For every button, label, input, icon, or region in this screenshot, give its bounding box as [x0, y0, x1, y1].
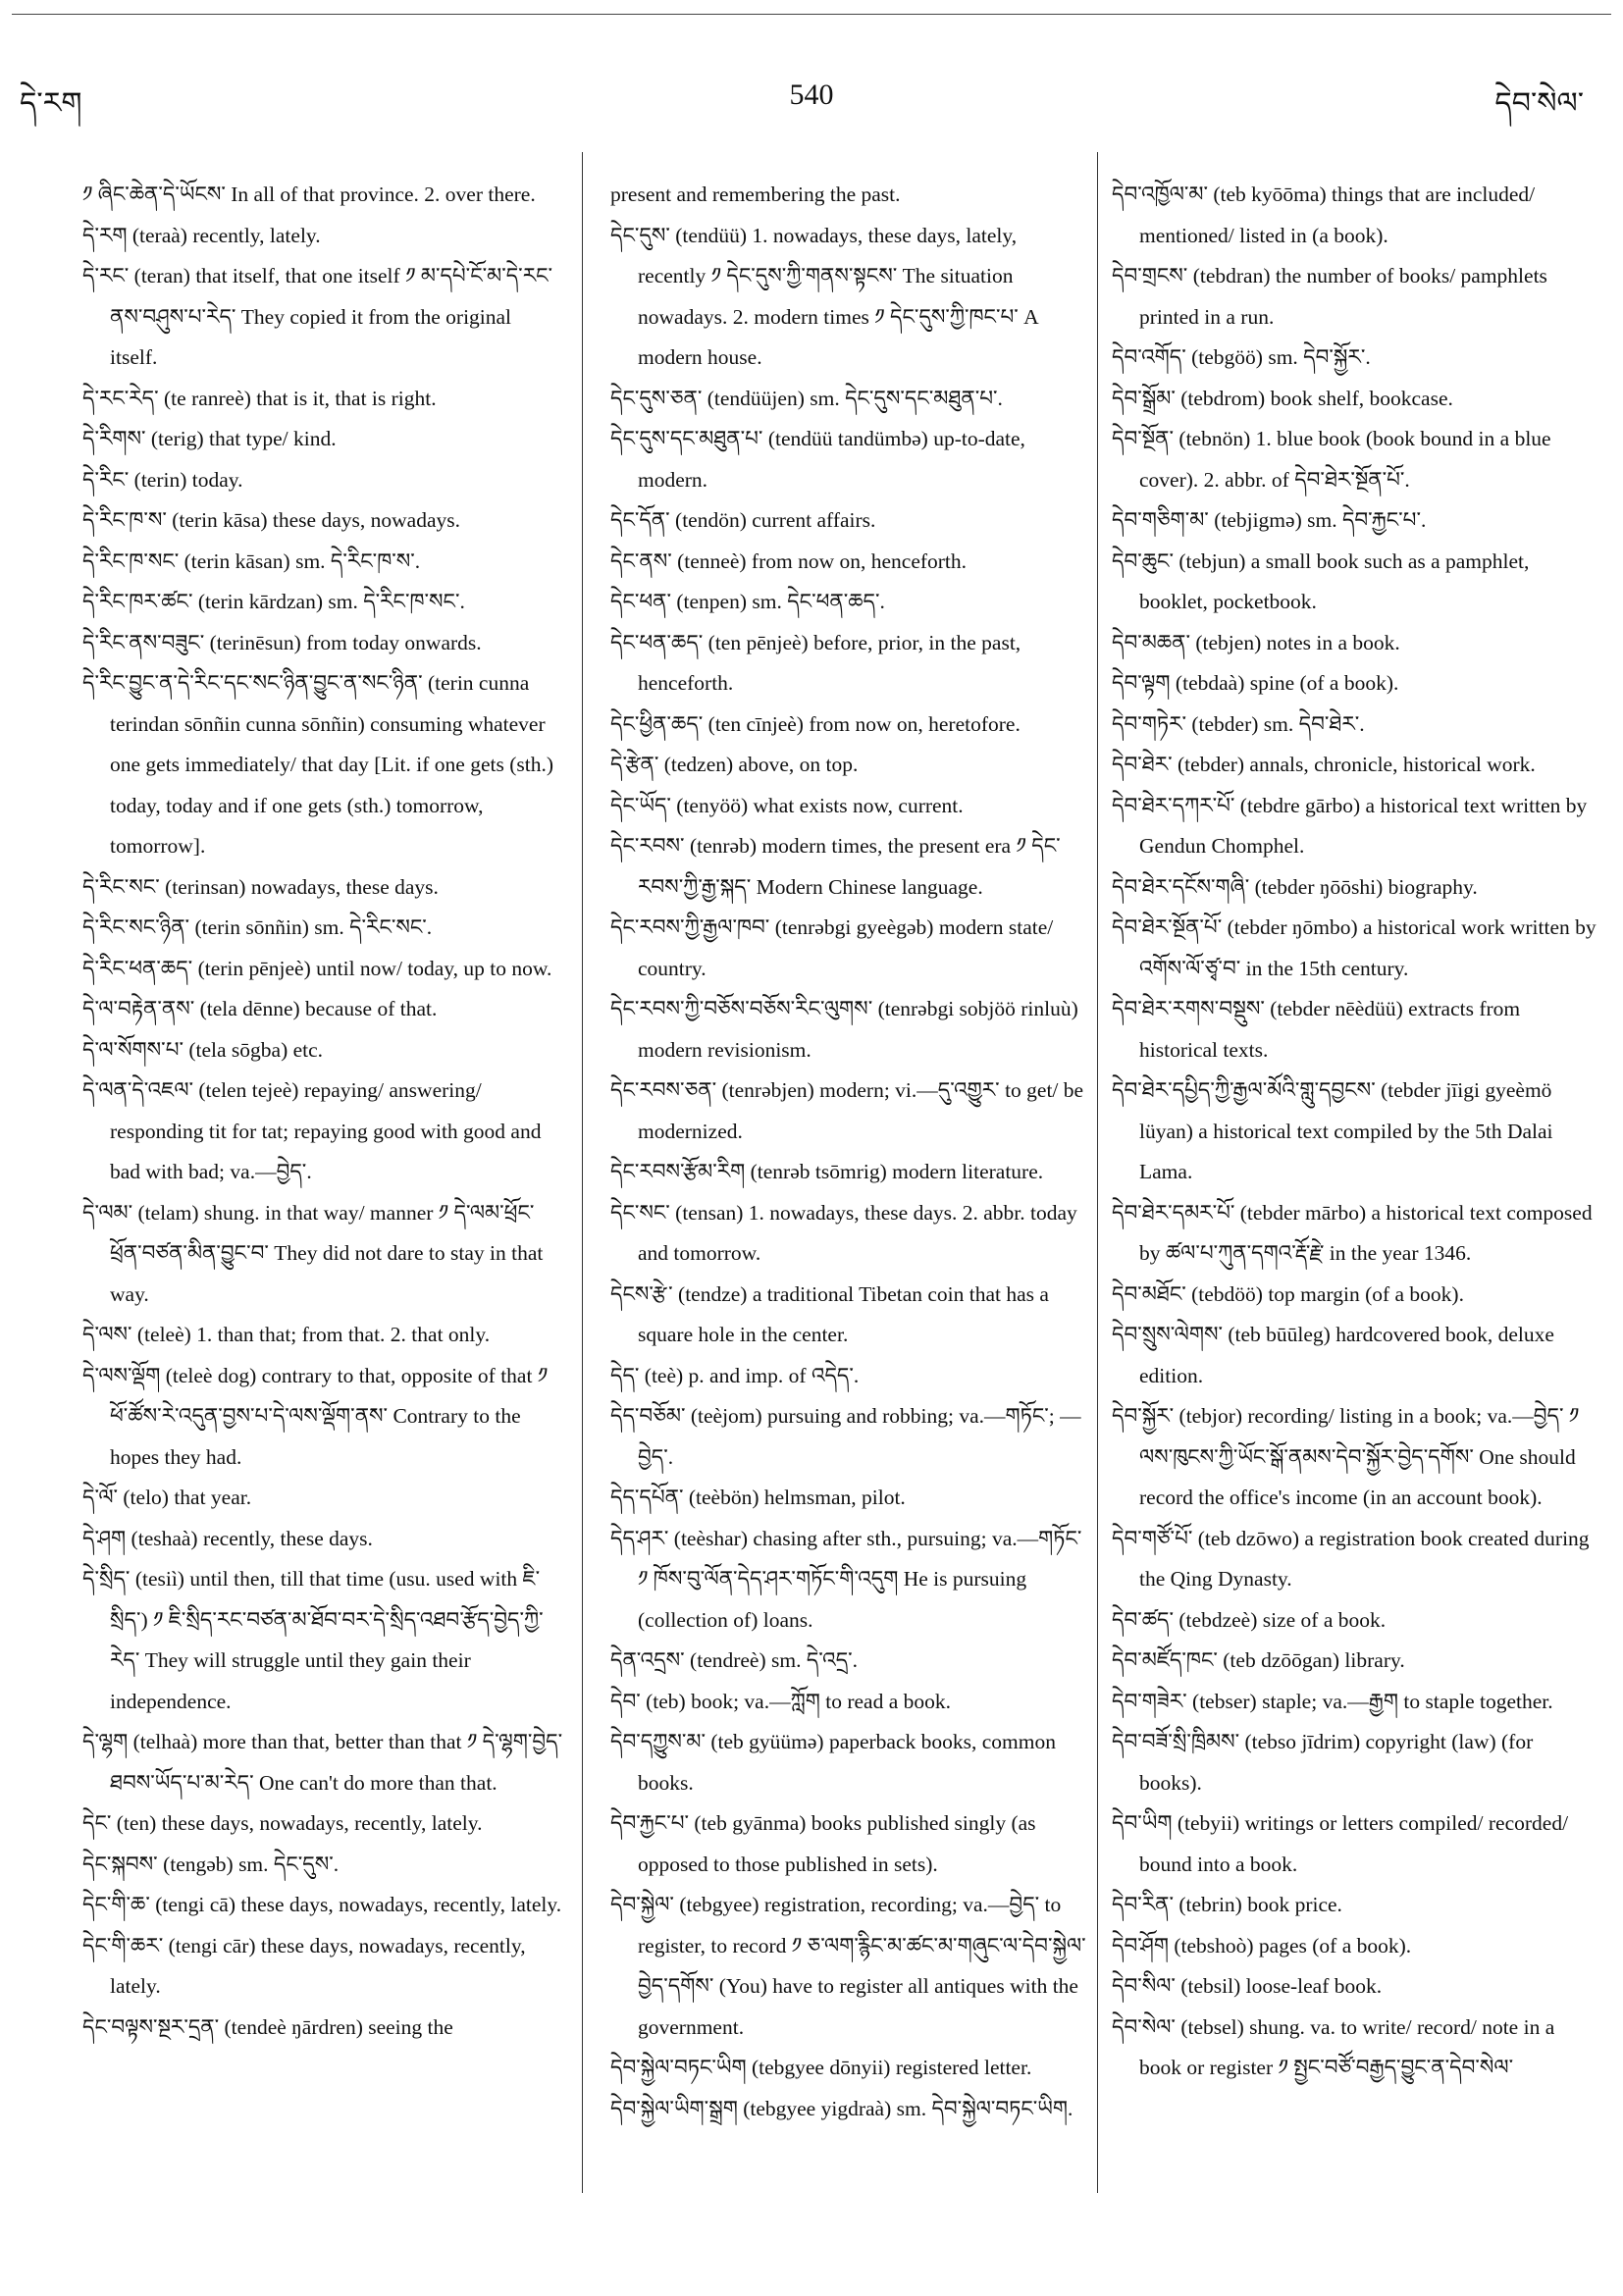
dictionary-entry: དེ་རིང་ (terin) today. [82, 467, 243, 492]
dictionary-entry: དེབ་སྐྱོར་ (tebjor) recording/ listing in a book; va.—བྱེད་ ༡ ལས་ཁུངས་ཀྱི་ཡོང་སྒོ་ནམས་དེབ་སྐྱོར་བྱེད་དགོས་ One should record the office's income (in an account book). [1112, 1404, 1580, 1509]
dictionary-entry: དེབ་མཆན་ (tebjen) notes in a book. [1112, 630, 1400, 654]
dictionary-entry: དེ་རིང་སང་ཉིན་ (terin sōnñin) sm. དེ་རིང་སང་. [82, 915, 433, 939]
dictionary-entry: དེབ་མཛོད་ཁང་ (teb dzōōgan) library. [1112, 1648, 1405, 1672]
dictionary-entry: དེ་རང་ (teran) that itself, that one itself ༡ མ་དཔེ་ངོ་མ་དེ་རང་ནས་བཤུས་པ་རེད་ They copied it from the original itself. [82, 264, 553, 369]
dictionary-entry: དེང་དུས་ཅན་ (tendüüjen) sm. དེང་དུས་དང་མཐུན་པ་. [610, 386, 1003, 410]
dictionary-entry: དེབ་ཆུང་ (tebjun) a small book such as a pamphlet, booklet, pocketbook. [1112, 548, 1530, 613]
dictionary-entry: དེང་ཕན་ཆད་ (ten pēnjeè) before, prior, in the past, henceforth. [610, 630, 1021, 695]
dictionary-entry: དེང་ནས་ (tenneè) from now on, henceforth. [610, 548, 968, 573]
dictionary-entry: དེབ་ཐེར་དཀར་པོ་ (tebdre gārbo) a historical text written by Gendun Chomphel. [1112, 793, 1588, 858]
dictionary-entry: དེབ་ཐེར་སྔོན་པོ་ (tebder ŋōmbo) a historical work written by འགོས་ལོ་ཙྭ་བ་ in the 15th century. [1112, 915, 1597, 980]
dictionary-entry: དེན་འདྲས་ (tendreè) sm. དེ་འདྲ་. [610, 1648, 859, 1672]
dictionary-entry: དེང་རབས་ (tenrəb) modern times, the present era ༡ དེང་རབས་ཀྱི་རྒྱ་སྐད་ Modern Chinese language. [610, 834, 1061, 899]
dictionary-entry: དེ་རིང་སང་ (terinsan) nowadays, these days. [82, 874, 439, 899]
dictionary-entry: དེ་རིང་ཕན་ཆད་ (terin pēnjeè) until now/ today, up to now. [82, 956, 552, 980]
dictionary-entry: དེད་ (teè) p. and imp. of འདེད་. [610, 1363, 860, 1387]
dictionary-entry: དེབ་སྲུས་ལེགས་ (teb būūleg) hardcovered book, deluxe edition. [1112, 1323, 1554, 1387]
dictionary-entry: དེབ་གཏེར་ (tebder) sm. དེབ་ཐེར་. [1112, 711, 1365, 736]
dictionary-entry: དེབ་ཚད་ (tebdzeè) size of a book. [1112, 1607, 1387, 1632]
dictionary-entry: དེབ་ཐེར་དམར་པོ་ (tebder mārbo) a historical text composed by ཚལ་པ་ཀུན་དགའ་རྡོ་རྗེ་ in the year 1346. [1112, 1200, 1593, 1265]
dictionary-entry: དེབ་ལྟག (tebdaà) spine (of a book). [1112, 671, 1399, 695]
dictionary-entry: དེབ་སྒྲོམ་ (tebdrom) book shelf, bookcase. [1112, 386, 1453, 410]
guide-word-left: དེ་རག [20, 86, 82, 121]
dictionary-entry: དེང་སང་ (tensan) 1. nowadays, these days. 2. abbr. today and tomorrow. [610, 1200, 1077, 1265]
dictionary-entry: དེང་རབས་ཅན་ (tenrəbjen) modern; vi.—དུ་འགྱུར་ to get/ be modernized. [610, 1078, 1084, 1143]
dictionary-entry: དེ་རག (teraà) recently, lately. [82, 223, 321, 247]
dictionary-entry: དེབ་སྔོན་ (tebnön) 1. blue book (book bound in a blue cover). 2. abbr. of དེབ་ཐེར་སྔོན་པོ་. [1112, 427, 1551, 492]
dictionary-entry: དེ་ཤག (teshaà) recently, these days. [82, 1526, 373, 1550]
dictionary-entry: དེང་དུས་ (tendüü) 1. nowadays, these days, lately, recently ༡ དེང་དུས་ཀྱི་གནས་སྟངས་ The situation nowadays. 2. modern times ༡ དེང་དུས་ཀྱི་ཁང་པ་ A modern house. [610, 223, 1038, 369]
dictionary-entry: དེ་སྲིད་ (tesiì) until then, till that time (usu. used with ཇི་སྲིད་) ༡ ཇི་སྲིད་རང་བཙན་མ་ཐོབ་བར་དེ་སྲིད་འཐབ་རྩོད་བྱེད་ཀྱི་རེད་ They will struggle until they gain their independence. [82, 1567, 544, 1713]
dictionary-entry: དེང་རབས་ཀྱི་བཅོས་བཅོས་རིང་ལུགས་ (tenrəbgi sobjöö rinluù) modern revisionism. [610, 997, 1078, 1062]
dictionary-entry: དེབ་དཀྱུས་མ་ (teb gyüümə) paperback books, common books. [610, 1730, 1057, 1795]
dictionary-entry: དེ་ལ་སོགས་པ་ (tela sōgba) etc. [82, 1037, 324, 1062]
dictionary-entry: དེབ་སྐྱེལ་ (tebgyee) registration, recording; va.—བྱེད་ to register, to record ༡ ཅ་ལག་རྙིང་མ་ཚང་མ་གཞུང་ལ་དེབ་སྐྱེལ་བྱེད་དགོས་ (You) have to register all antiques with the government. [610, 1893, 1086, 2039]
dictionary-entry: དེབ་རྐྱང་པ་ (teb gyānma) books published singly (as opposed to those published in sets). [610, 1811, 1036, 1876]
dictionary-entry: དེབ་གཙོ་པོ་ (teb dzōwo) a registration book created during the Qing Dynasty. [1112, 1526, 1590, 1591]
dictionary-entry: དེང་དོན་ (tendön) current affairs. [610, 508, 876, 532]
dictionary-entry: དེ་ལྷག (telhaà) more than that, better than that ༡ དེ་ལྷག་བྱེད་ཐབས་ཡོད་པ་མ་རེད་ One can't do more than that. [82, 1730, 563, 1795]
guide-word-right: དེབ་སེལ་ [1494, 86, 1584, 121]
dictionary-entry: དེ་ལ་བརྟེན་ནས་ (tela dēnne) because of that. [82, 997, 438, 1020]
dictionary-entry: དེངས་རྩེ་ (tendze) a traditional Tibetan coin that has a square hole in the center. [610, 1281, 1049, 1346]
column-3 [1112, 175, 1598, 2089]
column-2 [610, 175, 1089, 2129]
dictionary-entry: དེ་ལས་ལྡོག (teleè dog) contrary to that, opposite of that ༡ ཕོ་ཚོས་རེ་འདུན་བྱས་པ་དེ་ལས་ལྡོག་ནས་ Contrary to the hopes they had. [82, 1363, 549, 1469]
dictionary-entry: དེབ་གྲངས་ (tebdran) the number of books/ pamphlets printed in a run. [1112, 264, 1547, 329]
dictionary-entry: དེང་བལྟས་སྔར་དྲན་ (tendeè ŋārdren) seeing the [82, 2014, 453, 2039]
dictionary-entry: དེང་ཕན་ (tenpen) sm. དེང་ཕན་ཆད་. [610, 590, 885, 613]
dictionary-entry: དེབ་འགོད་ (tebgöö) sm. དེབ་སྐྱོར་. [1112, 345, 1371, 369]
dictionary-entry: དེ་རང་རེད་ (te ranreè) that is it, that is right. [82, 386, 437, 410]
dictionary-entry: དེབ་སེལ་ (tebsel) shung. va. to write/ record/ note in a book or register ༡ སྤྱང་བཙོ་བརྒྱད་བྱུང་ན་དེབ་སེལ་ [1112, 2014, 1555, 2079]
top-rule [12, 14, 1611, 15]
dictionary-entry: དེ་ལན་དེ་འཇལ་ (telen tejeè) repaying/ answering/ responding tit for tat; repaying good with good and bad with bad; va.—བྱེད་. [82, 1078, 542, 1183]
dictionary-entry: དེ་རིང་ཁར་ཚང་ (terin kārdzan) sm. དེ་རིང་ཁ་སང་. [82, 590, 465, 613]
dictionary-entry: དེ་རིང་ཁ་ས་ (terin kāsa) these days, nowadays. [82, 508, 460, 532]
dictionary-entry: དེད་དཔོན་ (teèbön) helmsman, pilot. [610, 1486, 906, 1509]
dictionary-entry: དེང་གི་ཆར་ (tengi cār) these days, nowadays, recently, lately. [82, 1933, 526, 1998]
dictionary-entry: དེབ་གཟེར་ (tebser) staple; va.—རྒྱག to staple together. [1112, 1689, 1553, 1713]
dictionary-entry: དེབ་འཁྱོལ་མ་ (teb kyōōma) things that are included/ mentioned/ listed in (a book). [1112, 183, 1536, 247]
dictionary-entry: དེབ་ཡིག (tebyii) writings or letters compiled/ recorded/ bound into a book. [1112, 1811, 1569, 1876]
dictionary-entry: དེབ་མཐོང་ (tebdöö) top margin (of a book). [1112, 1281, 1464, 1306]
dictionary-entry: དེབ་ཐེར་དཔྱིད་ཀྱི་རྒྱལ་མོའི་གླུ་དབྱངས་ (tebder jīigi gyeèmö lüyan) a historical text compiled by the 5th Dalai Lama. [1112, 1078, 1553, 1183]
dictionary-entry: དེ་རིང་ཁ་སང་ (terin kāsan) sm. དེ་རིང་ཁ་ས་. [82, 548, 421, 573]
dictionary-entry: དེབ་སྐྱེལ་བཏང་ཡིག (tebgyee dōnyii) registered letter. [610, 2056, 1032, 2079]
dictionary-entry: ༡ ཞིང་ཆེན་དེ་ཡོངས་ In all of that province. 2. over there. [82, 183, 536, 206]
dictionary-entry: དེ་རིགས་ (terig) that type/ kind. [82, 427, 337, 450]
dictionary-entry: དེབ་ (teb) book; va.—ཀློག to read a book. [610, 1689, 952, 1713]
dictionary-entry: དེང་སྐབས་ (tengəb) sm. དེང་དུས་. [82, 1852, 340, 1876]
page-number: 540 [789, 78, 834, 111]
column-divider-2 [1097, 152, 1098, 2193]
dictionary-entry: དེ་རིང་བྱུང་ན་དེ་རིང་དང་སང་ཉིན་བྱུང་ན་སང་ཉིན་ (terin cunna terindan sōnñin cunna sōnñin) consuming whatever one gets immediately/ that day [Lit. if one gets (sth.) today, today and if one gets (sth.) tomorrow, tomorrow]. [82, 671, 553, 858]
column-divider-1 [582, 152, 583, 2193]
column-1 [82, 175, 563, 2048]
dictionary-entry: དེབ་སིལ་ (tebsil) loose-leaf book. [1112, 1974, 1383, 1998]
dictionary-entry: དེང་ཕྱིན་ཆད་ (ten cīnjeè) from now on, heretofore. [610, 711, 1021, 736]
dictionary-entry: དེ་རྩེན་ (tedzen) above, on top. [610, 753, 859, 776]
dictionary-entry: དེད་ཤར་ (teèshar) chasing after sth., pursuing; va.—གཏོང་ ༡ ཁོས་བུ་ལོན་དེད་ཤར་གཏོང་གི་འདུག He is pursuing (collection of) loans. [610, 1526, 1082, 1632]
dictionary-entry: དེང་རབས་རྩོམ་རིག (tenrəb tsōmrig) modern literature. [610, 1160, 1044, 1183]
dictionary-entry: དེབ་སྐྱེལ་ཡིག་སྒྲག (tebgyee yigdraà) sm. དེབ་སྐྱེལ་བཏང་ཡིག. [610, 2096, 1073, 2120]
dictionary-entry: དེབ་ཤོག (tebshoò) pages (of a book). [1112, 1933, 1412, 1957]
dictionary-entry: དེ་ལམ་ (telam) shung. in that way/ manner ༡ དེ་ལམ་ཕྲོང་ཕྲོན་བཙན་མིན་བྱུང་བ་ They did not dare to stay in that way. [82, 1200, 544, 1306]
dictionary-entry: དེང་དུས་དང་མཐུན་པ་ (tendüü tandümbə) up-to-date, modern. [610, 427, 1025, 492]
dictionary-entry: དེང་རབས་ཀྱི་རྒྱལ་ཁབ་ (tenrəbgi gyeègəb) modern state/ country. [610, 915, 1054, 980]
dictionary-entry: དེང་ (ten) these days, nowadays, recently, lately. [82, 1811, 483, 1835]
dictionary-entry: དེབ་རིན་ (tebrin) book price. [1112, 1893, 1342, 1916]
dictionary-entry: དེབ་ཐེར་དངོས་གཞི་ (tebder ŋōōshi) biography. [1112, 874, 1478, 899]
dictionary-entry: དེབ་ཐེར་རགས་བསྡུས་ (tebder nēèdüü) extracts from historical texts. [1112, 997, 1521, 1062]
dictionary-entry: དེབ་ཐེར་ (tebder) annals, chronicle, historical work. [1112, 753, 1536, 776]
dictionary-entry: དེ་ལོ་ (telo) that year. [82, 1486, 252, 1509]
dictionary-entry: དེ་རིང་ནས་བཟུང་ (terinēsun) from today onwards. [82, 630, 482, 654]
dictionary-entry: དེབ་བཟོ་སྲི་ཁྲིམས་ (tebso jīdrim) copyright (law) (for books). [1112, 1730, 1534, 1795]
dictionary-entry: དེད་བཅོམ་ (teèjom) pursuing and robbing; va.—གཏོང་; —བྱེད་. [610, 1404, 1081, 1469]
dictionary-entry: དེང་གི་ཆ་ (tengi cā) these days, nowadays, recently, lately. [82, 1893, 562, 1916]
dictionary-entry: present and remembering the past. [610, 183, 901, 206]
dictionary-entry: དེང་ཡོད་ (tenyöö) what exists now, current. [610, 793, 964, 817]
dictionary-entry: དེབ་གཅིག་མ་ (tebjigmə) sm. དེབ་རྐྱང་པ་. [1112, 508, 1427, 532]
dictionary-entry: དེ་ལས་ (teleè) 1. than that; from that. 2. that only. [82, 1323, 491, 1346]
